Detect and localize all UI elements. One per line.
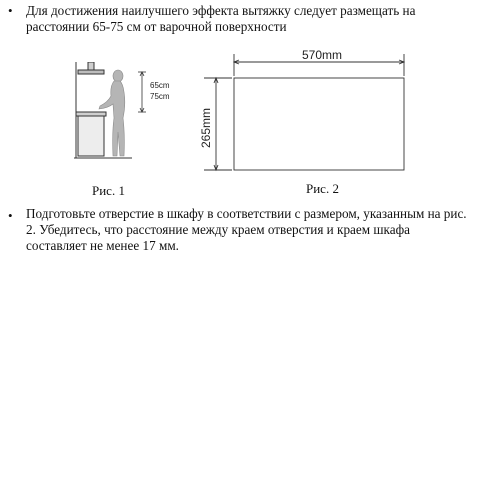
instruction-2-line-1: Подготовьте отверстие в шкафу в соответствии с размером, указанным на рис. [26,206,467,221]
figure-2-caption: Рис. 2 [306,181,339,196]
instruction-2-line-3: составляет не менее 17 мм. [26,238,179,253]
instruction-1-line-2: расстоянии 65-75 см от варочной поверхности [26,19,287,34]
instruction-2 [26,206,494,254]
label-75cm: 75cm [150,92,170,101]
label-65cm: 65cm [150,81,170,90]
bullet-1: • [8,3,13,18]
label-570mm: 570mm [302,48,343,62]
bullet-2: • [8,208,13,223]
cutout-rectangle [234,78,404,170]
counter-top [76,112,106,116]
hood-chimney [88,62,94,70]
instruction-1-line-1: Для достижения наилучшего эффекта вытяжку следует размещать на [26,3,416,18]
instruction-1 [26,3,494,35]
label-265mm: 265mm [199,107,213,148]
figure-1-hood-height-diagram [70,62,190,162]
hood-canopy [78,70,104,74]
figure-2-cutout-diagram [192,48,417,178]
base-cabinet [78,116,104,156]
instruction-2-line-2: 2. Убедитесь, что расстояние между краем отверстия и краем шкафа [26,222,411,237]
figure-1-caption: Рис. 1 [92,183,125,198]
